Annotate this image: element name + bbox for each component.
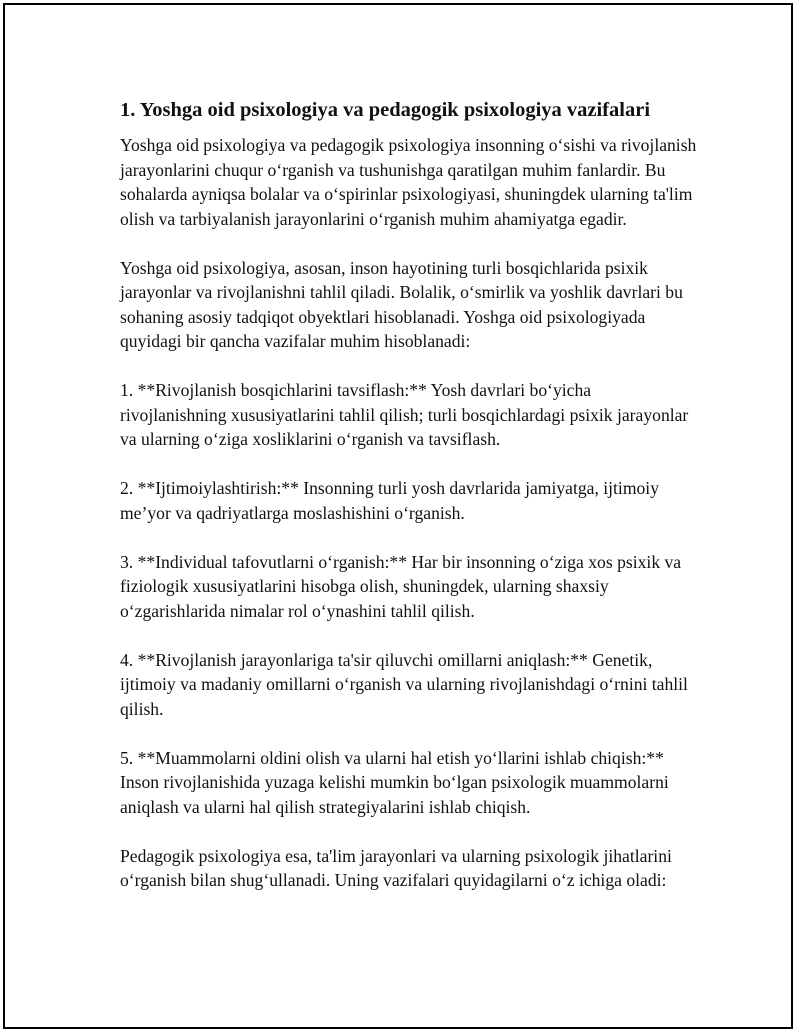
- task-item-4: 4. **Rivojlanish jarayonlariga ta'sir qiluvchi omillarni aniqlash:** Genetik, ijtimoiy va madaniy omillarni o‘rganish va ularning rivojlanishdagi o‘rnini tahlil qilish.: [120, 649, 688, 719]
- document-body: [120, 95, 700, 917]
- task-item-3: 3. **Individual tafovutlarni o‘rganish:** Har bir insonning o‘ziga xos psixik va fiziologik xususiyatlarini hisobga olish, shuningdek, ularning shaxsiy o‘zgarishlarida nimalar rol o‘ynashini tahlil qilish.: [120, 551, 682, 621]
- intro-paragraph: Yoshga oid psixologiya va pedagogik psixologiya insonning o‘sishi va rivojlanish jarayonlarini chuqur o‘rganish va tushunishga qaratilgan muhim fanlardir. Bu sohalarda ayniqsa bolalar va o‘spirinlar psixologiyasi, shuningdek ularning ta'lim olish va tarbiyalanish jarayonlarini o‘rganish muhim ahamiyatga egadir.: [120, 135, 697, 229]
- section-heading: 1. Yoshga oid psixologiya va pedagogik psixologiya vazifalari: [120, 99, 651, 121]
- age-psychology-paragraph: Yoshga oid psixologiya, asosan, inson hayotining turli bosqichlarida psixik jarayonlar va rivojlanishni tahlil qiladi. Bolalik, o‘smirlik va yoshlik davrlari bu sohaning asosiy tadqiqot obyektlari hisoblanadi. Yoshga oid psixologiyada quyidagi bir qancha vazifalar muhim hisoblanadi:: [120, 257, 683, 351]
- pedagogical-psychology-paragraph: Pedagogik psixologiya esa, ta'lim jarayonlari va ularning psixologik jihatlarini o‘rganish bilan shug‘ullanadi. Uning vazifalari quyidagilarni o‘z ichiga oladi:: [120, 845, 672, 890]
- document-page: [3, 3, 793, 1029]
- task-item-5: 5. **Muammolarni oldini olish va ularni hal etish yo‘llarini ishlab chiqish:** Inson rivojlanishida yuzaga kelishi mumkin bo‘lgan psixologik muammolarni aniqlash va ularni hal qilish strategiyalarini ishlab chiqish.: [120, 747, 669, 817]
- task-item-1: 1. **Rivojlanish bosqichlarini tavsiflash:** Yosh davrlari bo‘yicha rivojlanishning xususiyatlarini tahlil qilish; turli bosqichlardagi psixik jarayonlar va ularning o‘ziga xosliklarini o‘rganish va tavsiflash.: [120, 380, 689, 449]
- task-item-2: 2. **Ijtimoiylashtirish:** Insonning turli yosh davrlarida jamiyatga, ijtimoiy me’yor va qadriyatlarga moslashishini o‘rganish.: [120, 478, 659, 523]
